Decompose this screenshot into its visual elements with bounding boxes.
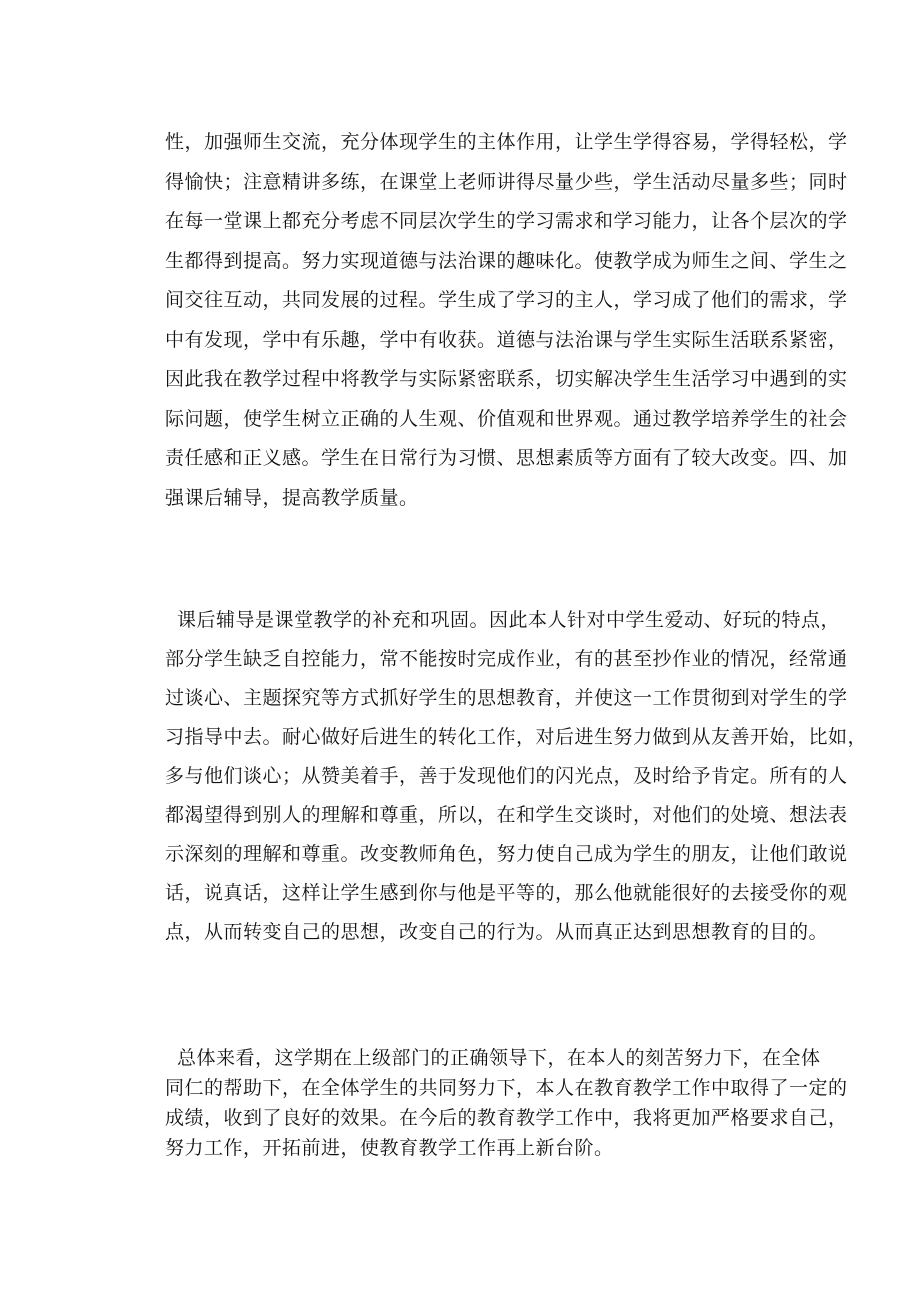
paragraph-line: 间交往互动，共同发展的过程。学生成了学习的主人，学习成了他们的需求，学 bbox=[165, 289, 848, 311]
paragraph-line: 都渴望得到别人的理解和尊重，所以，在和学生交谈时，对他们的处境、想法表 bbox=[165, 804, 848, 826]
paragraph-2 bbox=[165, 601, 868, 952]
paragraph-line: 习指导中去。耐心做好后进生的转化工作，对后进生努力做到从友善开始，比如， bbox=[165, 726, 868, 748]
paragraph-line: 努力工作，开拓前进，使教育教学工作再上新台阶。 bbox=[165, 1137, 614, 1159]
paragraph-line: 际问题，使学生树立正确的人生观、价值观和世界观。通过教学培养学生的社会 bbox=[165, 407, 848, 430]
paragraph-line: 中有发现，学中有乐趣，学中有收获。道德与法治课与学生实际生活联系紧密， bbox=[165, 328, 848, 351]
paragraph-line: 得愉快；注意精讲多练，在课堂上老师讲得尽量少些，学生活动尽量多些；同时 bbox=[165, 170, 848, 193]
paragraph-line: 性，加强师生交流，充分体现学生的主体作用，让学生学得容易，学得轻松，学 bbox=[165, 131, 848, 153]
paragraph-line: 示深刻的理解和尊重。改变教师角色，努力使自己成为学生的朋友，让他们敢说 bbox=[165, 843, 848, 865]
paragraph-1 bbox=[165, 123, 848, 518]
paragraph-line: 成绩，收到了良好的效果。在今后的教育教学工作中，我将更加严格要求自己， bbox=[165, 1107, 848, 1129]
paragraph-3 bbox=[165, 1043, 848, 1163]
paragraph-line: 总体来看，这学期在上级部门的正确领导下，在本人的刻苦努力下，在全体 bbox=[177, 1047, 821, 1069]
paragraph-line: 多与他们谈心；从赞美着手，善于发现他们的闪光点，及时给予肯定。所有的人 bbox=[165, 765, 848, 787]
paragraph-line: 课后辅导是课堂教学的补充和巩固。因此本人针对中学生爱动、好玩的特点， bbox=[177, 609, 841, 631]
paragraph-line: 生都得到提高。努力实现道德与法治课的趣味化。使教学成为师生之间、学生之 bbox=[165, 249, 848, 272]
paragraph-line: 点，从而转变自己的思想，改变自己的行为。从而真正达到思想教育的目的。 bbox=[165, 921, 829, 943]
paragraph-line: 责任感和正义感。学生在日常行为习惯、思想素质等方面有了较大改变。四、加 bbox=[165, 447, 848, 469]
paragraph-line: 因此我在教学过程中将教学与实际紧密联系，切实解决学生生活学习中遇到的实 bbox=[165, 368, 848, 390]
paragraph-line: 同仁的帮助下，在全体学生的共同努力下，本人在教育教学工作中取得了一定的 bbox=[165, 1077, 848, 1099]
paragraph-line: 强课后辅导，提高教学质量。 bbox=[165, 486, 419, 509]
paragraph-line: 部分学生缺乏自控能力，常不能按时完成作业，有的甚至抄作业的情况，经常通 bbox=[165, 648, 848, 670]
paragraph-line: 话，说真话，这样让学生感到你与他是平等的，那么他就能很好的去接受你的观 bbox=[165, 882, 848, 904]
paragraph-line: 过谈心、主题探究等方式抓好学生的思想教育，并使这一工作贯彻到对学生的学 bbox=[165, 687, 848, 709]
paragraph-line: 在每一堂课上都充分考虑不同层次学生的学习需求和学习能力，让各个层次的学 bbox=[165, 210, 848, 232]
